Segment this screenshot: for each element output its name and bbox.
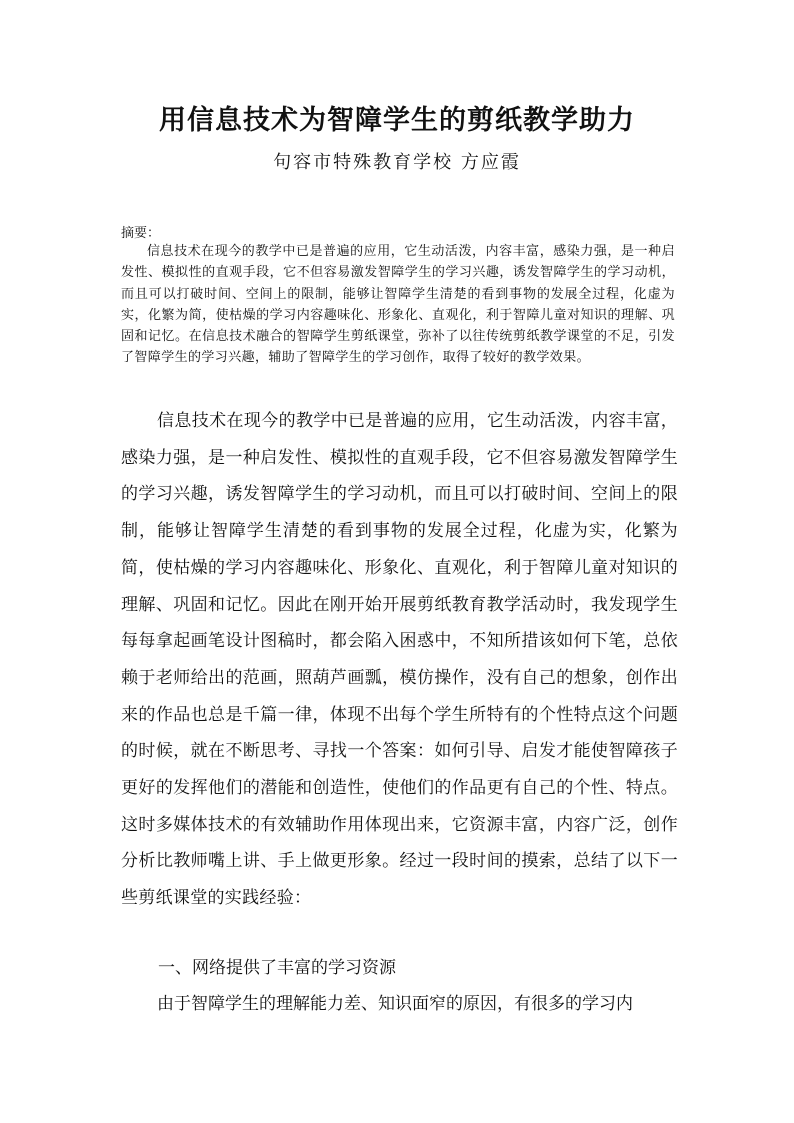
section-heading-1: 一、网络提供了丰富的学习资源	[158, 958, 396, 978]
abstract-label: 摘要：	[121, 226, 161, 241]
author-line: 句容市特殊教育学校 方应霞	[273, 152, 521, 173]
body-paragraph-2: 由于智障学生的理解能力差、知识面窄的原因，有很多的学习内	[157, 994, 633, 1014]
abstract-text: 信息技术在现今的教学中已是普遍的应用，它生动活泼，内容丰富，感染力强，是一种启发性、模拟性的直观手段，它不但容易激发智障学生的学习兴趣，诱发智障学生的学习动机，而且可以打破时间、空间上的限制，能够让智障学生清楚的看到事物的发展全过程，化虚为实，化繁为简，使枯燥的学习内容趣味化、形象化、直观化，利于智障儿童对知识的理解、巩固和记忆。在信息技术融合的智障学生剪纸课堂，弥补了以往传统剪纸教学课堂的不足，引发了智障学生的学习兴趣，辅助了智障学生的学习创作，取得了较好的教学效果。	[121, 244, 675, 366]
body-paragraph-1: 信息技术在现今的教学中已是普遍的应用，它生动活泼，内容丰富，感染力强，是一种启发性、模拟性的直观手段，它不但容易激发智障学生的学习兴趣，诱发智障学生的学习动机，而且可以打破时间、空间上的限制，能够让智障学生清楚的看到事物的发展全过程，化虚为实，化繁为简，使枯燥的学习内容趣味化、形象化、直观化，利于智障儿童对知识的理解、巩固和记忆。因此在刚开始开展剪纸教育教学活动时，我发现学生每每拿起画笔设计图稿时，都会陷入困惑中，不知所措该如何下笔，总依赖于老师给出的范画，照葫芦画瓢，模仿操作，没有自己的想象，创作出来的作品也总是千篇一律，体现不出每个学生所特有的个性特点这个问题的时候，就在不断思考、寻找一个答案：如何引导、启发才能使智障孩子更好的发挥他们的潜能和创造性，使他们的作品更有自己的个性、特点。这时多媒体技术的有效辅助作用体现出来，它资源丰富，内容广泛，创作分析比教师嘴上讲、手上做更形象。经过一段时间的摸索，总结了以下一些剪纸课堂的实践经验：	[121, 411, 678, 909]
document-title: 用信息技术为智障学生的剪纸教学助力	[159, 105, 635, 136]
